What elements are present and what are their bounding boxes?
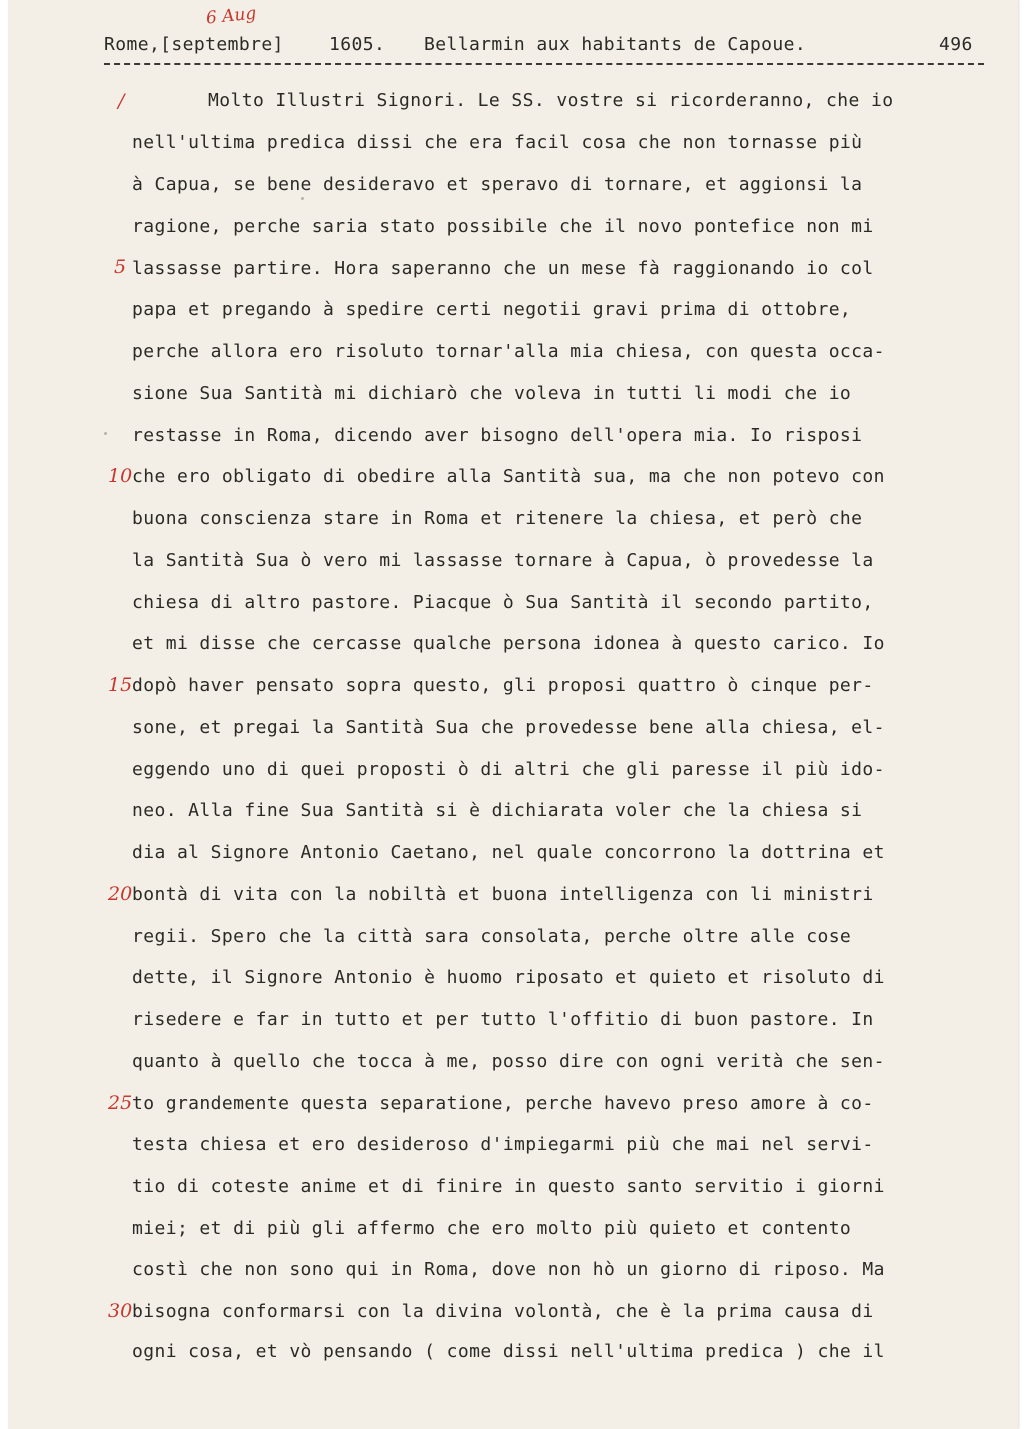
line-number-25: 25	[108, 1092, 133, 1114]
header-underline	[104, 63, 984, 65]
header-year: 1605.	[329, 34, 386, 55]
paper-speck	[104, 432, 107, 435]
header-title: Bellarmin aux habitants de Capoue.	[424, 34, 807, 55]
handwritten-date-annotation: 6 Aug	[205, 3, 258, 29]
header-place: Rome,[septembre]	[104, 34, 284, 55]
text-line: quanto à quello che tocca à me, posso dire con ogni verità che sen-	[132, 1051, 885, 1072]
text-line: buona conscienza stare in Roma et ritenere la chiesa, et però che	[132, 508, 863, 529]
text-line: sione Sua Santità mi dichiarò che voleva in tutti li modi che io	[132, 383, 852, 404]
header-page-number: 496	[939, 34, 973, 55]
text-line: Molto Illustri Signori. Le SS. vostre si ricorderanno, che io	[208, 90, 894, 111]
text-line: bisogna conformarsi con la divina volontà, che è la prima causa di	[132, 1301, 874, 1322]
text-line: sone, et pregai la Santità Sua che provedesse bene alla chiesa, el-	[132, 717, 885, 738]
text-line: tio di coteste anime et di finire in questo santo servitio i giorni	[132, 1176, 885, 1197]
line-number-5: 5	[114, 256, 127, 278]
line-number-15: 15	[108, 674, 133, 696]
text-line: risedere e far in tutto et per tutto l'offitio di buon pastore. In	[132, 1009, 874, 1030]
text-line: neo. Alla fine Sua Santità si è dichiarata voler che la chiesa si	[132, 800, 863, 821]
document-page	[8, 0, 1018, 1429]
text-line: regii. Spero che la città sara consolata, perche oltre alle cose	[132, 926, 852, 947]
text-line: ogni cosa, et vò pensando ( come dissi nell'ultima predica ) che il	[132, 1341, 885, 1362]
text-line: dette, il Signore Antonio è huomo riposato et quieto et risoluto di	[132, 967, 885, 988]
text-line: dia al Signore Antonio Caetano, nel quale concorrono la dottrina et	[132, 842, 885, 863]
text-line: bontà di vita con la nobiltà et buona intelligenza con li ministri	[132, 884, 874, 905]
text-line: ragione, perche saria stato possibile che il novo pontefice non mi	[132, 216, 874, 237]
line-number-30: 30	[108, 1300, 133, 1322]
text-line: eggendo uno di quei proposti ò di altri che gli paresse il più ido-	[132, 759, 885, 780]
text-line: à Capua, se bene desideravo et speravo di tornare, et aggionsi la	[132, 174, 863, 195]
text-line: miei; et di più gli affermo che ero molto più quieto et contento	[132, 1218, 852, 1239]
paper-speck	[301, 197, 304, 200]
text-line: et mi disse che cercasse qualche persona idonea à questo carico. Io	[132, 633, 885, 654]
text-line: la Santità Sua ò vero mi lassasse tornare à Capua, ò provedesse la	[132, 550, 874, 571]
text-line: chiesa di altro pastore. Piacque ò Sua Santità il secondo partito,	[132, 592, 874, 613]
text-line: nell'ultima predica dissi che era facil cosa che non tornasse più	[132, 132, 863, 153]
line-number-1: /	[118, 90, 125, 112]
text-line: costì che non sono qui in Roma, dove non hò un giorno di riposo. Ma	[132, 1259, 885, 1280]
text-line: lassasse partire. Hora saperanno che un mese fà raggionando io col	[132, 258, 874, 279]
text-line: testa chiesa et ero desideroso d'impiegarmi più che mai nel servi-	[132, 1134, 874, 1155]
line-number-10: 10	[108, 465, 133, 487]
text-line: papa et pregando à spedire certi negotii gravi prima di ottobre,	[132, 299, 852, 320]
text-line: che ero obligato di obedire alla Santità sua, ma che non potevo con	[132, 466, 885, 487]
text-line: to grandemente questa separatione, perche havevo preso amore à co-	[132, 1093, 874, 1114]
line-number-20: 20	[108, 883, 133, 905]
text-line: restasse in Roma, dicendo aver bisogno dell'opera mia. Io risposi	[132, 425, 863, 446]
text-line: dopò haver pensato sopra questo, gli proposi quattro ò cinque per-	[132, 675, 874, 696]
text-line: perche allora ero risoluto tornar'alla mia chiesa, con questa occa-	[132, 341, 885, 362]
